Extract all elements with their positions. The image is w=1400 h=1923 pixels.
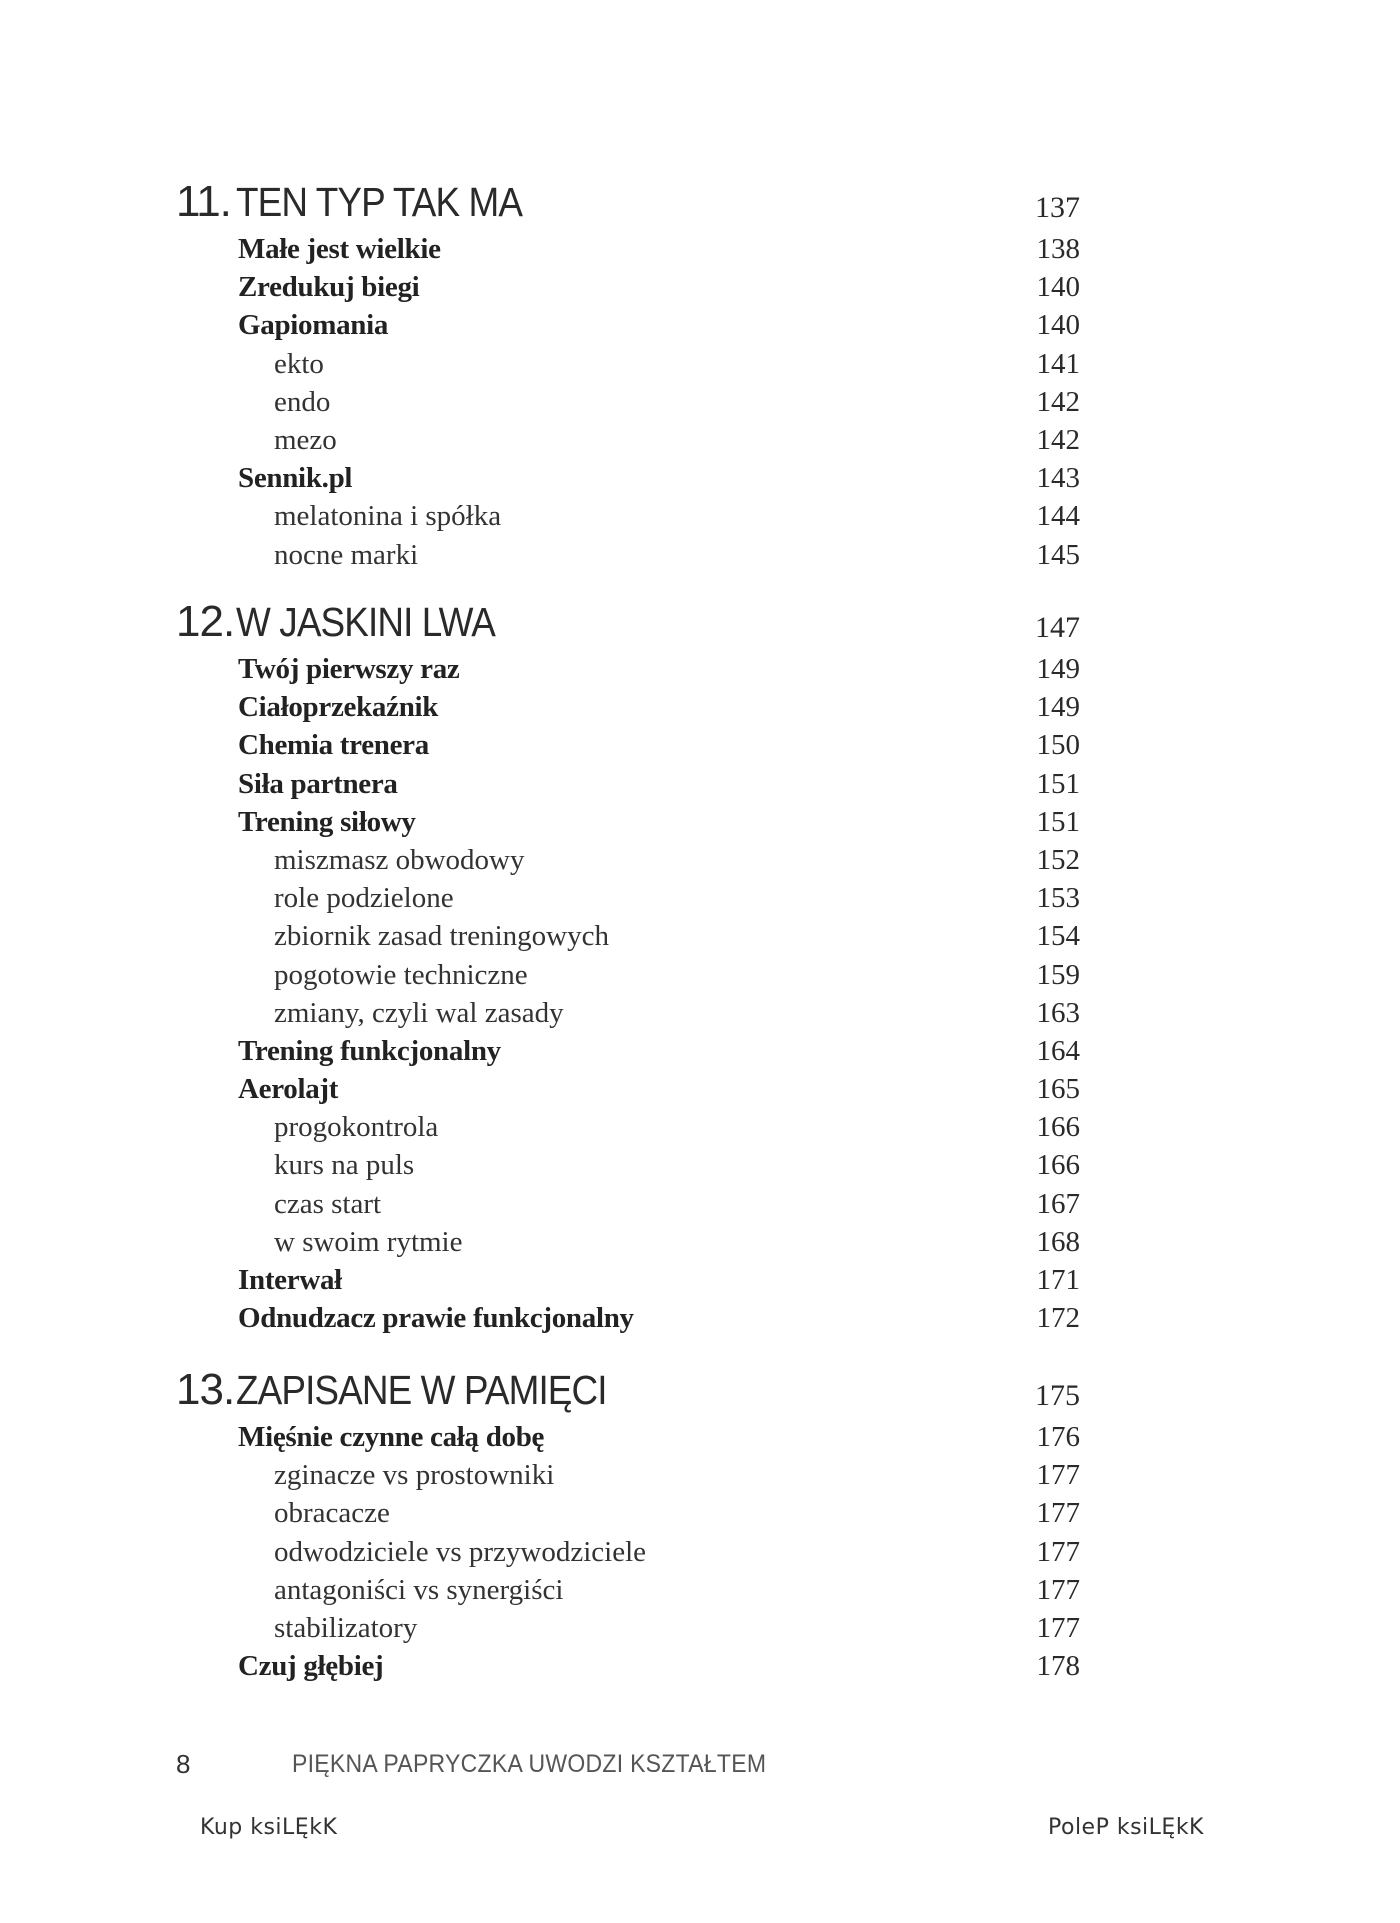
entry-page-number: 159 [1036, 958, 1080, 991]
entry-page-number: 177 [1036, 1497, 1080, 1530]
toc-subsection-entry [0, 345, 1400, 383]
entry-page-number: 144 [1036, 500, 1080, 533]
toc-section-entry [0, 1418, 1400, 1456]
entry-label: endo [274, 385, 331, 418]
entry-label: kurs na puls [274, 1149, 415, 1182]
toc-section-entry [0, 1261, 1400, 1299]
entry-label: Aerolajt [238, 1073, 339, 1106]
chapter-page-number: 147 [1035, 611, 1080, 644]
toc-subsection-entry [0, 956, 1400, 994]
entry-page-number: 151 [1036, 767, 1080, 800]
chapter-title: W JASKINI LWA [236, 599, 495, 645]
toc-subsection-entry [0, 1456, 1400, 1494]
entry-label: odwodziciele vs przywodziciele [274, 1535, 647, 1568]
toc-section-entry [0, 650, 1400, 688]
entry-page-number: 151 [1036, 805, 1080, 838]
toc-subsection-entry [0, 536, 1400, 574]
chapter-number: 12. [176, 597, 235, 646]
toc-section-entry [0, 803, 1400, 841]
entry-label: Mięśnie czynne całą dobę [238, 1421, 545, 1453]
entry-label: ekto [274, 347, 324, 380]
chapter-page-number: 175 [1035, 1379, 1080, 1412]
entry-label: Chemia trenera [238, 729, 429, 762]
entry-page-number: 172 [1036, 1302, 1080, 1335]
toc-section-entry [0, 306, 1400, 344]
entry-page-number: 176 [1036, 1421, 1080, 1453]
toc-section-entry [0, 1070, 1400, 1108]
recommend-book-link[interactable]: PoleP ksiLĘkK [1048, 1815, 1204, 1840]
entry-label: Trening siłowy [238, 805, 416, 838]
entry-page-number: 163 [1036, 996, 1080, 1029]
chapter-heading [0, 1362, 1400, 1418]
entry-page-number: 166 [1036, 1149, 1080, 1182]
toc-section-entry [0, 230, 1400, 268]
entry-page-number: 149 [1036, 653, 1080, 685]
toc-subsection-entry [0, 1494, 1400, 1532]
entry-label: Trening funkcjonalny [238, 1034, 501, 1067]
entry-label: antagoniści vs synergiści [274, 1573, 564, 1606]
entry-label: zbiornik zasad treningowych [274, 920, 610, 953]
toc-section-entry [0, 459, 1400, 497]
entry-label: Odnudzacz prawie funkcjonalny [238, 1302, 634, 1335]
entry-label: progokontrola [274, 1111, 439, 1144]
chapter-heading [0, 594, 1400, 650]
entry-page-number: 138 [1036, 233, 1080, 265]
entry-label: zginacze vs prostowniki [274, 1459, 555, 1492]
entry-page-number: 177 [1036, 1535, 1080, 1568]
entry-page-number: 140 [1036, 309, 1080, 342]
entry-page-number: 171 [1036, 1264, 1080, 1296]
entry-page-number: 145 [1036, 538, 1080, 571]
entry-label: Małe jest wielkie [238, 233, 441, 265]
entry-label: Sennik.pl [238, 462, 353, 495]
entry-page-number: 177 [1036, 1573, 1080, 1606]
toc-subsection-entry [0, 383, 1400, 421]
entry-label: Siła partnera [238, 767, 398, 800]
entry-page-number: 165 [1036, 1073, 1080, 1106]
entry-label: Gapiomania [238, 309, 389, 342]
entry-page-number: 154 [1036, 920, 1080, 953]
toc-chapter-11 [0, 174, 1400, 574]
entry-page-number: 141 [1036, 347, 1080, 380]
toc-subsection-entry [0, 1533, 1400, 1571]
entry-page-number: 142 [1036, 385, 1080, 418]
toc-subsection-entry [0, 1185, 1400, 1223]
entry-page-number: 164 [1036, 1034, 1080, 1067]
toc-section-entry [0, 688, 1400, 726]
page-number: 8 [176, 1749, 191, 1779]
entry-page-number: 168 [1036, 1225, 1080, 1258]
entry-page-number: 152 [1036, 843, 1080, 876]
toc-subsection-entry [0, 879, 1400, 917]
running-title: PIĘKNA PAPRYCZKA UWODZI KSZTAŁTEM [292, 1750, 767, 1778]
toc-section-entry [0, 726, 1400, 764]
buy-book-link[interactable]: Kup ksiLĘkK [200, 1815, 338, 1840]
entry-label: pogotowie techniczne [274, 958, 528, 991]
toc-subsection-entry [0, 1223, 1400, 1261]
entry-page-number: 167 [1036, 1187, 1080, 1220]
toc-section-entry [0, 1647, 1400, 1685]
entry-page-number: 177 [1036, 1459, 1080, 1492]
toc-subsection-entry [0, 497, 1400, 535]
toc-section-entry [0, 268, 1400, 306]
toc-subsection-entry [0, 994, 1400, 1032]
toc-subsection-entry [0, 421, 1400, 459]
toc-entries [0, 230, 1400, 574]
entry-page-number: 149 [1036, 691, 1080, 724]
entry-label: Ciałoprzekaźnik [238, 691, 439, 724]
toc-section-entry [0, 1032, 1400, 1070]
entry-label: melatonina i spółka [274, 500, 502, 533]
entry-label: nocne marki [274, 538, 419, 571]
entry-label: stabilizatory [274, 1611, 418, 1644]
toc-subsection-entry [0, 1146, 1400, 1184]
entry-label: Twój pierwszy raz [238, 653, 460, 685]
chapter-title: TEN TYP TAK MA [236, 179, 523, 225]
entry-label: Interwał [238, 1264, 342, 1296]
toc-subsection-entry [0, 1571, 1400, 1609]
chapter-number: 13. [176, 1365, 235, 1414]
entry-label: w swoim rytmie [274, 1225, 463, 1258]
entry-page-number: 140 [1036, 271, 1080, 304]
toc-entries [0, 650, 1400, 1337]
entry-label: obracacze [274, 1497, 390, 1530]
toc-section-entry [0, 1299, 1400, 1337]
chapter-title: ZAPISANE W PAMIĘCI [236, 1367, 607, 1413]
entry-label: czas start [274, 1187, 382, 1220]
entry-page-number: 153 [1036, 882, 1080, 915]
toc-section-entry [0, 765, 1400, 803]
toc-subsection-entry [0, 1609, 1400, 1647]
toc-subsection-entry [0, 841, 1400, 879]
entry-page-number: 178 [1036, 1650, 1080, 1683]
toc-chapter-13 [0, 1362, 1400, 1685]
entry-page-number: 150 [1036, 729, 1080, 762]
chapter-number: 11. [176, 177, 231, 226]
entry-page-number: 166 [1036, 1111, 1080, 1144]
toc-subsection-entry [0, 917, 1400, 955]
chapter-heading [0, 174, 1400, 230]
entry-page-number: 143 [1036, 462, 1080, 495]
entry-page-number: 177 [1036, 1611, 1080, 1644]
entry-page-number: 142 [1036, 423, 1080, 456]
chapter-page-number: 137 [1035, 191, 1080, 224]
entry-label: role podzielone [274, 882, 454, 915]
toc-subsection-entry [0, 1108, 1400, 1146]
toc-chapter-12 [0, 594, 1400, 1337]
toc-entries [0, 1418, 1400, 1685]
entry-label: Czuj głębiej [238, 1650, 384, 1683]
entry-label: Zredukuj biegi [238, 271, 420, 304]
entry-label: miszmasz obwodowy [274, 843, 525, 876]
entry-label: zmiany, czyli wal zasady [274, 996, 564, 1029]
entry-label: mezo [274, 423, 337, 456]
